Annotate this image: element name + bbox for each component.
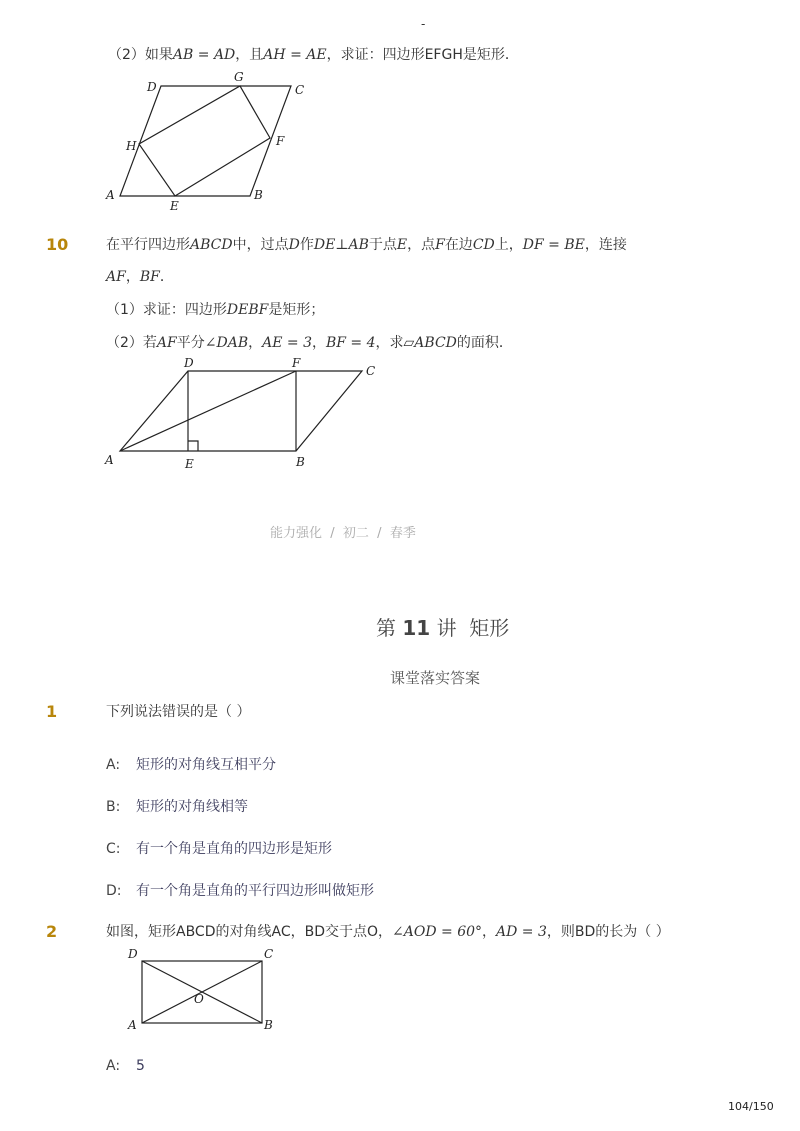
q10-text: ， [125, 269, 140, 285]
q10-text: （1）求证：四边形 [106, 302, 227, 318]
q10-text: 上， [494, 237, 523, 253]
option-label: C: [106, 841, 121, 857]
q10-text: ， [248, 335, 263, 351]
header-mark: - [421, 17, 426, 31]
option-text: 矩形的对角线互相平分 [136, 757, 276, 773]
option-text: 有一个角是直角的四边形是矩形 [136, 841, 332, 857]
q10-math: ∠DAB [204, 335, 249, 351]
fig2-label-e: E [185, 457, 194, 471]
figure-rectangle-abcd [120, 942, 290, 1037]
q9-part2-text [108, 45, 519, 65]
q10-text: 的面积． [456, 335, 513, 351]
fig1-label-c: C [295, 83, 305, 97]
q10-text: 中，过点 [232, 237, 289, 253]
q10-text: ， [311, 335, 326, 351]
q10-text: （2）若 [106, 335, 157, 351]
q2-option-a[interactable] [106, 1058, 145, 1074]
fig1-label-d: D [147, 80, 157, 94]
q9-part2-math1: AB = AD [172, 47, 236, 63]
fig1-label-e: E [170, 199, 179, 213]
fig3-label-a: A [128, 1018, 137, 1032]
q2-math: AD = 3 [496, 924, 547, 940]
q1-option-a[interactable] [106, 754, 276, 774]
q10-math: AF [106, 269, 126, 285]
option-text: 有一个角是直角的平行四边形叫做矩形 [136, 883, 374, 899]
q10-math: BF [139, 269, 160, 285]
segment-af [120, 371, 296, 451]
q10-text: 是矩形； [268, 302, 325, 318]
q10-text: 作 [299, 237, 314, 253]
fig2-label-a: A [105, 453, 114, 467]
fig1-label-a: A [106, 188, 115, 202]
parallelogram-abcd-2 [120, 371, 362, 451]
q9-part2-suffix: ，求证：四边形EFGH是矩形． [326, 47, 519, 63]
fig2-label-c: C [366, 364, 376, 378]
q2-text: ， [482, 924, 497, 940]
q10-math: F [435, 237, 445, 253]
q2-math: ∠AOD = 60° [392, 924, 483, 940]
q10-math: BF = 4 [325, 335, 376, 351]
quadrilateral-efgh [139, 86, 270, 196]
lecture-title-prefix: 第 [376, 616, 396, 640]
q10-math: E [396, 237, 408, 253]
fig3-label-b: B [264, 1018, 273, 1032]
right-angle-mark [188, 441, 198, 451]
q10-math: DE⊥AB [313, 237, 369, 253]
course-footer: 能力强化 / 初二 / 春季 [270, 526, 416, 541]
option-label: B: [106, 799, 121, 815]
fig1-label-b: B [254, 188, 263, 202]
fig2-label-b: B [296, 455, 305, 469]
q2-number: 2 [46, 922, 58, 941]
option-text: 矩形的对角线相等 [136, 799, 248, 815]
fig2-label-d: D [184, 356, 194, 370]
q10-text: 于点 [368, 237, 397, 253]
fig1-label-h: H [126, 139, 137, 153]
option-text: 5 [136, 1058, 145, 1074]
figure-parallelogram-efgh [100, 65, 320, 215]
q1-option-b[interactable] [106, 796, 248, 816]
q10-text: 在平行四边形 [106, 237, 190, 253]
q2-stem [106, 922, 670, 942]
q10-math: CD [472, 237, 495, 253]
q10-text: ． [159, 269, 174, 285]
q10-text: ，连接 [584, 237, 627, 253]
q2-text: 如图，矩形ABCD的对角线AC，BD交于点O， [106, 924, 393, 940]
fig3-label-c: C [264, 947, 274, 961]
q10-math: AF [156, 335, 177, 351]
q10-math: D [288, 237, 300, 253]
q10-line2 [106, 267, 174, 287]
fig2-label-f: F [292, 356, 301, 370]
q1-number: 1 [46, 702, 58, 721]
q10-text: 平分 [176, 335, 205, 351]
q10-text: 在边 [444, 237, 473, 253]
figure-parallelogram-debf [100, 355, 390, 475]
q2-text: ，则BD的长为（ ） [546, 924, 670, 940]
option-label: A: [106, 1058, 121, 1074]
q10-number: 10 [46, 235, 69, 254]
q10-text: ，点 [407, 237, 436, 253]
fig1-label-f: F [276, 134, 285, 148]
fig1-label-g: G [234, 70, 244, 84]
section-title: 课堂落实答案 [390, 669, 481, 687]
option-label: A: [106, 757, 121, 773]
q9-part2-math2: AH = AE [263, 47, 327, 63]
fig3-label-o: O [194, 992, 204, 1006]
lecture-number: 11 [402, 616, 431, 640]
q10-math: AE = 3 [262, 335, 312, 351]
q10-part2 [106, 333, 513, 353]
q10-math: DEBF [226, 302, 269, 318]
q1-option-d[interactable] [106, 880, 374, 900]
q9-part2-mid: ，且 [235, 47, 264, 63]
q10-math: ABCD [190, 237, 233, 253]
lecture-title [376, 612, 509, 641]
q10-text: ，求 [375, 335, 404, 351]
q10-part1 [106, 300, 324, 320]
lecture-title-suffix: 讲 矩形 [436, 616, 510, 640]
q10-math: DF = BE [522, 237, 585, 253]
q9-part2-prefix: （2）如果 [108, 47, 173, 63]
q1-stem: 下列说法错误的是（ ） [106, 704, 251, 720]
q1-option-c[interactable] [106, 838, 332, 858]
fig3-label-d: D [128, 947, 138, 961]
page-number: 104/150 [728, 1100, 774, 1113]
option-label: D: [106, 883, 122, 899]
q10-math: ▱ABCD [403, 335, 457, 351]
q10-line1 [106, 235, 627, 255]
